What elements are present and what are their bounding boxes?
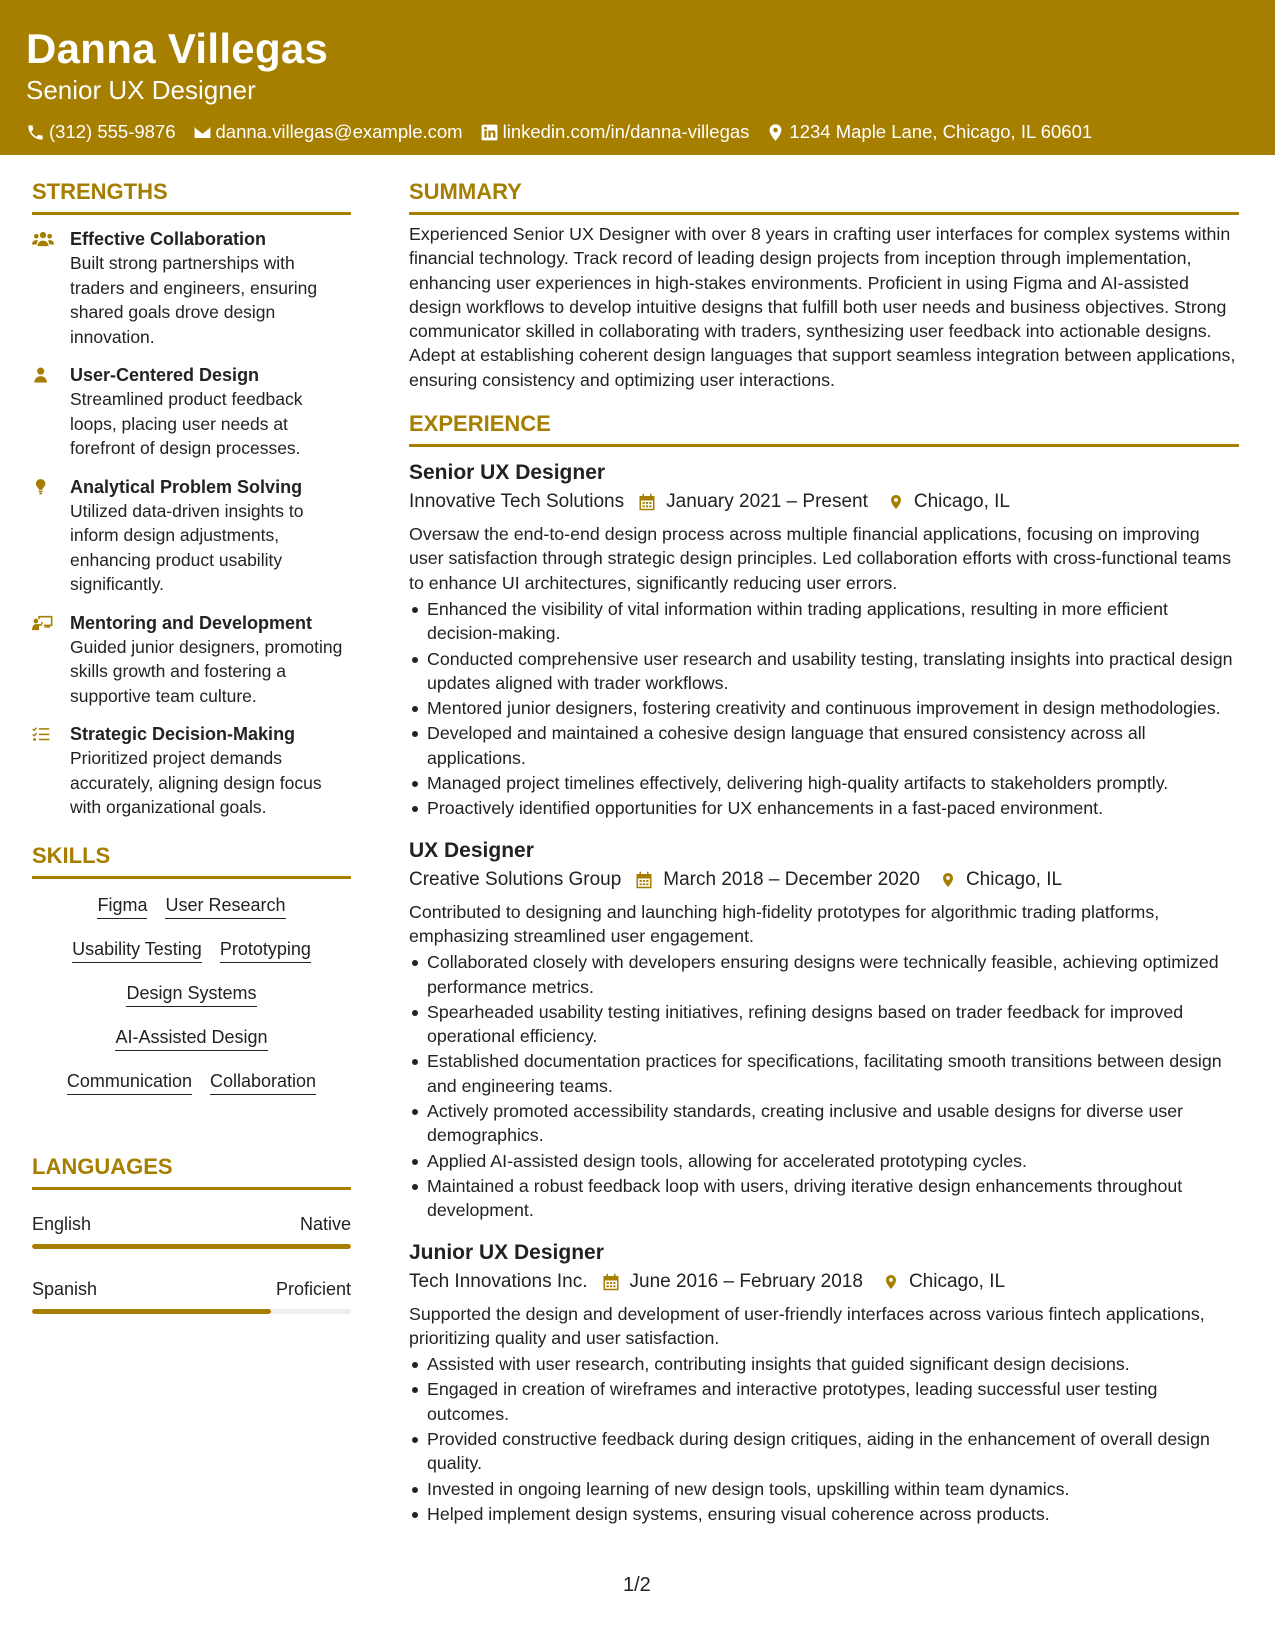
job-bullet: Enhanced the visibility of vital information within trading applications, resulting in more efficient decision-making. — [409, 597, 1239, 646]
job-bullet: Engaged in creation of wireframes and interactive prototypes, leading successful user testing outcomes. — [409, 1377, 1239, 1426]
job-bullet: Proactively identified opportunities for UX enhancements in a fast-paced environment. — [409, 796, 1239, 820]
lightbulb-icon — [32, 478, 54, 496]
contact-email-text: danna.villegas@example.com — [215, 121, 463, 142]
job-bullet: Established documentation practices for specifications, facilitating smooth transitions between design and engineering teams. — [409, 1049, 1239, 1098]
job-location: Chicago, IL — [965, 868, 1063, 890]
skill-tag: User Research — [165, 893, 285, 919]
job-description: Supported the design and development of user-friendly interfaces across various fintech applications, prioritizing quality and user satisfaction. — [409, 1303, 1205, 1348]
strength-item — [32, 363, 351, 461]
resume-header — [0, 0, 1275, 155]
map-pin-icon — [883, 1273, 899, 1291]
users-icon — [32, 230, 54, 248]
job-entry — [409, 837, 1239, 1223]
strength-desc: Guided junior designers, promoting skills growth and fostering a supportive team culture. — [70, 636, 343, 706]
job-meta — [409, 1269, 1239, 1295]
strength-desc: Prioritized project demands accurately, aligning design focus with organizational goals. — [70, 748, 322, 817]
calendar-icon — [602, 1273, 620, 1291]
strength-title: Analytical Problem Solving — [70, 476, 303, 497]
candidate-name: Danna Villegas — [26, 25, 329, 72]
strengths-heading: STRENGTHS — [32, 178, 351, 215]
job-bullets — [409, 597, 1239, 821]
linkedin-icon — [480, 123, 499, 142]
job-company: Creative Solutions Group — [409, 868, 622, 890]
strength-item — [32, 722, 351, 820]
language-name: English — [32, 1213, 92, 1234]
calendar-icon — [635, 871, 653, 889]
job-entry — [409, 459, 1239, 821]
envelope-icon — [193, 123, 212, 142]
contact-phone — [26, 120, 176, 144]
job-dates: January 2021 – Present — [666, 491, 868, 513]
job-bullet: Managed project timelines effectively, delivering high-quality artifacts to stakeholders promptly. — [409, 771, 1239, 795]
job-bullet: Helped implement design systems, ensuring visual coherence across products. — [409, 1502, 1239, 1526]
summary-section — [409, 178, 1239, 392]
skill-tag: Collaboration — [210, 1069, 316, 1095]
experience-heading: EXPERIENCE — [409, 410, 1239, 447]
contact-email[interactable] — [193, 120, 463, 144]
left-column — [32, 178, 351, 1342]
skill-row — [32, 937, 351, 963]
languages-section — [32, 1153, 351, 1314]
language-bar-fill — [32, 1244, 351, 1249]
experience-section — [409, 410, 1239, 1526]
job-bullet: Provided constructive feedback during design critiques, aiding in the enhancement of overall design quality. — [409, 1427, 1239, 1476]
contact-address — [766, 120, 1092, 144]
candidate-title: Senior UX Designer — [26, 75, 256, 105]
phone-icon — [26, 123, 45, 142]
language-name: Spanish — [32, 1278, 98, 1299]
page-number: 1/2 — [623, 1574, 651, 1596]
skills-section — [32, 842, 351, 1113]
skill-row — [32, 1025, 351, 1051]
strength-desc: Streamlined product feedback loops, placing user needs at forefront of design processes. — [70, 389, 303, 458]
strength-desc: Utilized data-driven insights to inform design adjustments, enhancing product usability significantly. — [70, 500, 304, 594]
contact-bar — [26, 120, 1249, 144]
job-bullet: Spearheaded usability testing initiatives, refining designs based on trader feedback for improved operational efficiency. — [409, 1000, 1239, 1049]
language-item — [32, 1277, 351, 1314]
language-bar — [32, 1244, 351, 1249]
job-dates: March 2018 – December 2020 — [663, 868, 920, 890]
skill-tag: Communication — [67, 1069, 192, 1095]
job-meta — [409, 489, 1239, 515]
skill-row — [32, 981, 351, 1007]
skill-row — [32, 893, 351, 919]
job-bullet: Maintained a robust feedback loop with users, driving iterative design enhancements throughout development. — [409, 1174, 1239, 1223]
skill-tag: Figma — [97, 893, 147, 919]
language-level: Proficient — [275, 1278, 351, 1299]
job-bullet: Developed and maintained a cohesive design language that ensured consistency across all applications. — [409, 721, 1239, 770]
strength-item — [32, 227, 351, 349]
job-meta — [409, 867, 1239, 893]
contact-phone-text: (312) 555-9876 — [49, 121, 176, 142]
job-dates: June 2016 – February 2018 — [629, 1270, 863, 1292]
strength-title: Strategic Decision-Making — [70, 724, 296, 744]
contact-linkedin-text: linkedin.com/in/danna-villegas — [502, 121, 750, 142]
calendar-icon — [638, 493, 656, 511]
map-pin-icon — [766, 123, 785, 142]
chalkboard-teacher-icon — [32, 614, 54, 632]
job-bullet: Actively promoted accessibility standards, creating inclusive and usable designs for diverse user demographics. — [409, 1099, 1239, 1148]
skill-row — [32, 1069, 351, 1095]
job-title: Junior UX Designer — [409, 1240, 604, 1264]
list-check-icon — [32, 725, 54, 743]
job-title: UX Designer — [409, 838, 534, 862]
skill-tag: Design Systems — [126, 981, 256, 1007]
right-column — [409, 178, 1239, 1527]
job-location: Chicago, IL — [908, 1270, 1006, 1292]
language-bar — [32, 1309, 351, 1314]
job-company: Tech Innovations Inc. — [409, 1270, 588, 1292]
job-bullet: Mentored junior designers, fostering creativity and continuous improvement in design methodologies. — [409, 696, 1239, 720]
language-bar-fill — [32, 1309, 271, 1314]
job-bullet: Conducted comprehensive user research and usability testing, translating insights into practical design updates aligned with trader workflows. — [409, 647, 1239, 696]
strength-item — [32, 475, 351, 597]
job-description: Oversaw the end-to-end design process across multiple financial applications, focusing on improving user satisfaction through strategic design principles. Led collaboration efforts with cross-functional teams to enhance UI architectures, significantly reducing user errors. — [409, 524, 1231, 593]
job-bullet: Assisted with user research, contributing insights that guided significant design decisions. — [409, 1352, 1239, 1376]
strength-item — [32, 611, 351, 709]
job-location: Chicago, IL — [913, 491, 1010, 513]
job-description: Contributed to designing and launching high-fidelity prototypes for algorithmic trading platforms, emphasizing streamlined user engagement. — [409, 901, 1160, 946]
skill-tag: AI-Assisted Design — [115, 1025, 267, 1051]
job-title: Senior UX Designer — [409, 461, 606, 485]
skill-tag: Prototyping — [220, 937, 311, 963]
contact-linkedin[interactable] — [480, 120, 750, 144]
languages-heading: LANGUAGES — [32, 1153, 351, 1190]
job-bullets — [409, 950, 1239, 1222]
user-icon — [32, 366, 54, 384]
strength-title: User-Centered Design — [70, 365, 260, 385]
job-bullets — [409, 1352, 1239, 1526]
map-pin-icon — [940, 871, 956, 889]
summary-text: Experienced Senior UX Designer with over 8 years in crafting user interfaces for complex systems within financial technology. Track record of leading design projects from inception through implementation, enhancing user experiences in high-stakes environments. Proficient in using Figma and AI-assisted design workflows to develop intuitive designs that fulfill both user needs and business objectives. Strong communicator skilled in collaborating with traders, synthesizing user feedback into actionable designs. Adept at establishing coherent design languages that support seamless integration between applications, ensuring consistency and optimizing user interactions. — [409, 224, 1236, 390]
summary-heading: SUMMARY — [409, 178, 1239, 215]
job-entry — [409, 1239, 1239, 1527]
job-bullet: Applied AI-assisted design tools, allowing for accelerated prototyping cycles. — [409, 1149, 1239, 1173]
strength-desc: Built strong partnerships with traders and engineers, ensuring shared goals drove design innovation. — [70, 253, 318, 347]
strengths-section — [32, 178, 351, 820]
job-bullet: Collaborated closely with developers ensuring designs were technically feasible, achieving optimized performance metrics. — [409, 950, 1239, 999]
strength-title: Effective Collaboration — [70, 229, 267, 249]
language-level: Native — [299, 1213, 351, 1234]
language-item — [32, 1212, 351, 1249]
job-bullet: Invested in ongoing learning of new design tools, upskilling within team dynamics. — [409, 1477, 1239, 1501]
map-pin-icon — [888, 493, 904, 511]
strength-title: Mentoring and Development — [70, 612, 313, 633]
skills-heading: SKILLS — [32, 842, 351, 879]
job-company: Innovative Tech Solutions — [409, 491, 625, 513]
contact-address-text: 1234 Maple Lane, Chicago, IL 60601 — [789, 121, 1093, 142]
skill-tag: Usability Testing — [72, 937, 202, 963]
